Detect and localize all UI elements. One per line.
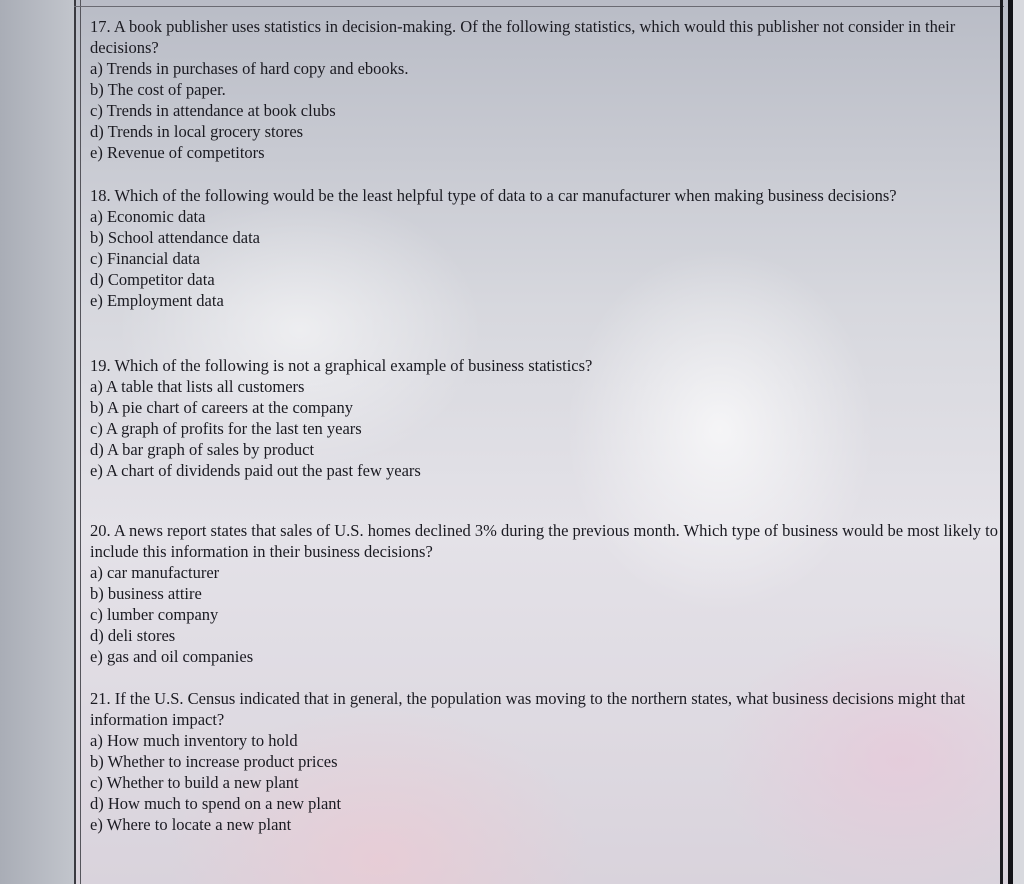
answer-options xyxy=(90,206,998,311)
answer-option-d: d) Competitor data xyxy=(90,270,215,289)
answer-option-c: c) Financial data xyxy=(90,249,200,268)
question-20 xyxy=(90,520,998,667)
answer-options xyxy=(90,376,998,481)
question-17 xyxy=(90,16,998,163)
left-border-rule xyxy=(74,0,76,884)
question-18 xyxy=(90,185,998,311)
answer-option-d: d) deli stores xyxy=(90,626,176,645)
answer-option-e: e) gas and oil companies xyxy=(90,647,254,666)
answer-option-b: b) School attendance data xyxy=(90,228,260,247)
question-19 xyxy=(90,355,998,481)
answer-option-b: b) business attire xyxy=(90,584,202,603)
answer-option-a: a) A table that lists all customers xyxy=(90,377,305,396)
answer-option-d: d) How much to spend on a new plant xyxy=(90,794,342,813)
question-stem: 17. A book publisher uses statistics in decision-making. Of the following statistics, which would this publisher not consider in their decisions? xyxy=(90,17,956,57)
right-border-rule xyxy=(1000,0,1003,884)
answer-option-e: e) Employment data xyxy=(90,291,224,310)
question-stem: 19. Which of the following is not a graphical example of business statistics? xyxy=(90,356,593,375)
answer-option-a: a) car manufacturer xyxy=(90,563,220,582)
answer-option-b: b) Whether to increase product prices xyxy=(90,752,338,771)
question-stem: 20. A news report states that sales of U.S. homes declined 3% during the previous month. Which type of business would be most likely to include this information in their business decisions? xyxy=(90,521,998,561)
answer-option-a: a) Trends in purchases of hard copy and ebooks. xyxy=(90,59,409,78)
answer-options xyxy=(90,562,998,667)
answer-option-a: a) Economic data xyxy=(90,207,206,226)
answer-option-a: a) How much inventory to hold xyxy=(90,731,298,750)
answer-option-c: c) Trends in attendance at book clubs xyxy=(90,101,336,120)
question-21 xyxy=(90,688,998,835)
answer-option-d: d) Trends in local grocery stores xyxy=(90,122,304,141)
answer-option-b: b) A pie chart of careers at the company xyxy=(90,398,353,417)
left-margin xyxy=(0,0,74,884)
answer-option-b: b) The cost of paper. xyxy=(90,80,226,99)
answer-option-d: d) A bar graph of sales by product xyxy=(90,440,315,459)
answer-option-c: c) lumber company xyxy=(90,605,219,624)
answer-options xyxy=(90,58,998,163)
answer-option-e: e) Revenue of competitors xyxy=(90,143,265,162)
answer-option-c: c) A graph of profits for the last ten years xyxy=(90,419,362,438)
answer-option-e: e) Where to locate a new plant xyxy=(90,815,292,834)
answer-options xyxy=(90,730,998,835)
answer-option-e: e) A chart of dividends paid out the past few years xyxy=(90,461,421,480)
left-inner-rule xyxy=(80,0,81,884)
answer-option-c: c) Whether to build a new plant xyxy=(90,773,299,792)
right-edge xyxy=(1013,0,1024,884)
question-stem: 18. Which of the following would be the least helpful type of data to a car manufacturer when making business decisions? xyxy=(90,186,897,205)
top-border-rule xyxy=(74,6,1004,7)
question-stem: 21. If the U.S. Census indicated that in general, the population was moving to the northern states, what business decisions might that information impact? xyxy=(90,689,966,729)
